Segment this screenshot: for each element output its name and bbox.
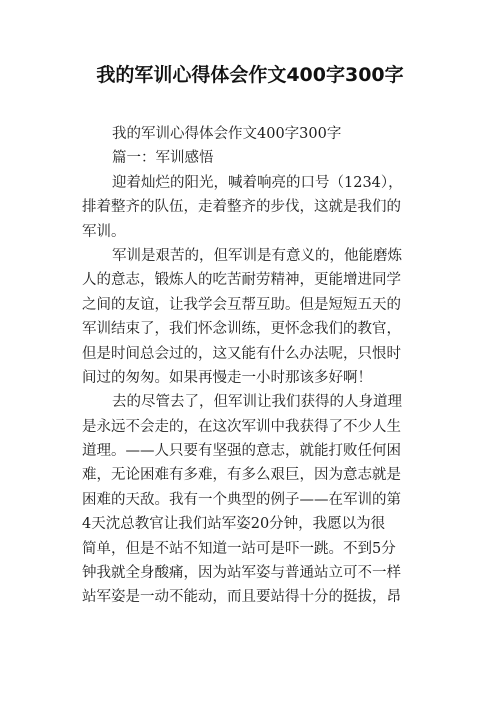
body-line: 但是时间总会过的，这又能有什么办法呢，只恨时 (82, 345, 401, 362)
body-line: 去的尽管去了，但军训让我们获得的人身道理 (112, 394, 402, 411)
body-line: 排着整齐的队伍，走着整齐的步伐，这就是我们的 (82, 199, 401, 216)
body-line: 困难的天敌。我有一个典型的例子——在军训的第 (82, 491, 401, 508)
body-line: 之间的友谊，让我学会互帮互助。但是短短五天的 (82, 296, 401, 313)
body-line: 间过的匆匆。如果再慢走一小时那该多好啊！ (82, 369, 372, 386)
body-line: 迎着灿烂的阳光，喊着响亮的口号（1234）， (112, 174, 403, 191)
body-line: 站军姿是一动不能动，而且要站得十分的挺拔，昂 (82, 589, 401, 606)
body-line-heading: 我的军训心得体会作文400字300字 (112, 126, 342, 142)
document-title: 我的军训心得体会作文400字300字 (96, 64, 404, 86)
body-line: 军训。 (82, 223, 126, 240)
body-line: 人的意志，锻炼人的吃苦耐劳精神，更能增进同学 (82, 272, 401, 289)
body-line: 军训结束了，我们怀念训练，更怀念我们的教官， (82, 321, 401, 338)
body-line: 简单，但是不站不知道一站可是吓一跳。不到5分 (82, 540, 396, 557)
body-line: 道理。——人只要有坚强的意志，就能打败任何困 (82, 443, 401, 460)
body-line: 钟我就全身酸痛，因为站军姿与普通站立可不一样 (82, 565, 401, 582)
body-line: 难，无论困难有多难，有多么艰巨，因为意志就是 (82, 467, 401, 484)
document-body (82, 122, 422, 605)
body-line-section-title: 篇一：军训感悟 (112, 150, 214, 167)
body-line: 是永远不会走的，在这次军训中我获得了不少人生 (82, 418, 401, 435)
body-line: 4天沈总教官让我们站军姿20分钟，我愿以为很 (82, 516, 386, 533)
body-line: 军训是艰苦的，但军训是有意义的，他能磨炼 (112, 247, 402, 264)
